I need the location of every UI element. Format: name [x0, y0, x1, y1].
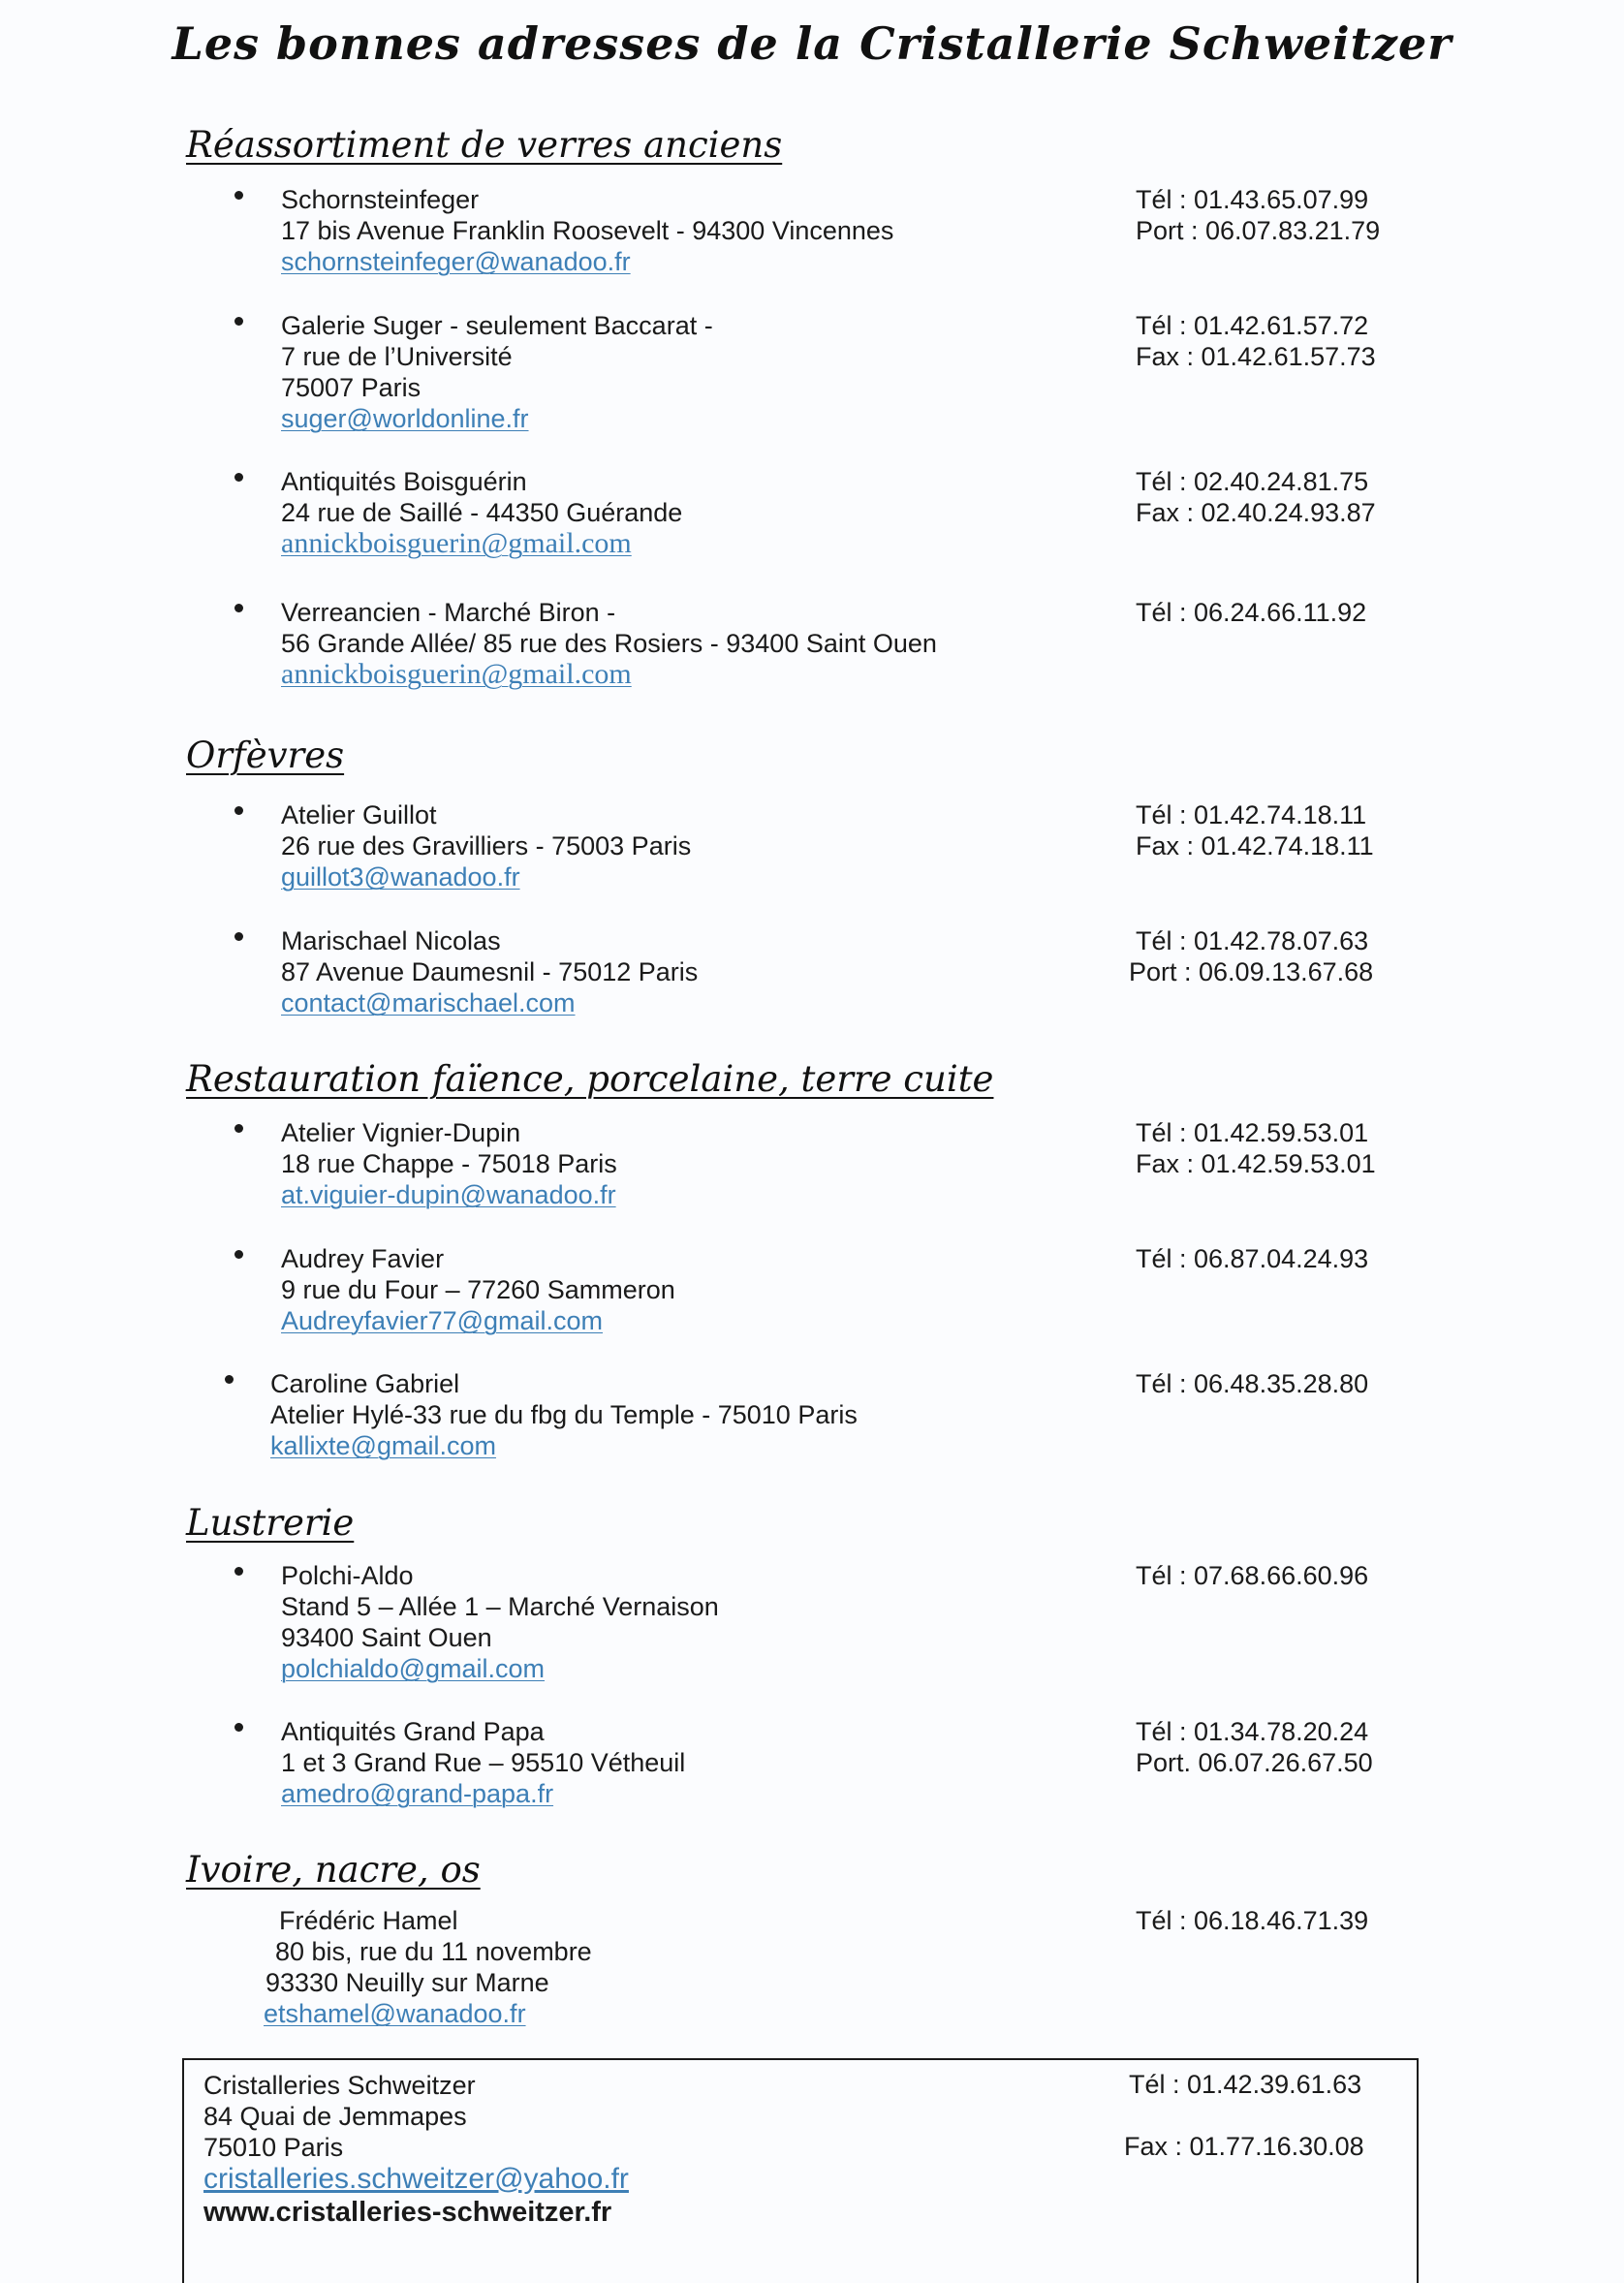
- entry-name: Caroline Gabriel: [270, 1369, 460, 1398]
- entry-address: 80 bis, rue du 11 novembre: [275, 1937, 592, 1966]
- email-link[interactable]: etshamel@wanadoo.fr: [264, 1999, 526, 2028]
- bullet-icon: [234, 1250, 243, 1259]
- footer-email-link[interactable]: cristalleries.schweitzer@yahoo.fr: [203, 2163, 629, 2195]
- email-link[interactable]: at.viguier-dupin@wanadoo.fr: [281, 1180, 616, 1209]
- phone-number: Fax : 02.40.24.93.87: [1136, 498, 1376, 527]
- footer-phone: Tél : 01.42.39.61.63: [1129, 2070, 1362, 2099]
- phone-number: Tél : 01.43.65.07.99: [1136, 185, 1369, 214]
- entry-name: Galerie Suger - seulement Baccarat -: [281, 311, 713, 340]
- bullet-icon: [234, 317, 243, 326]
- bullet-icon: [234, 1567, 243, 1576]
- email-link[interactable]: kallixte@gmail.com: [270, 1431, 496, 1460]
- entry-address: 75007 Paris: [281, 373, 422, 402]
- email-link[interactable]: annickboisguerin@gmail.com: [281, 527, 632, 559]
- entry-name: Atelier Guillot: [281, 800, 437, 829]
- phone-number: Tél : 06.18.46.71.39: [1136, 1906, 1369, 1935]
- entry-name: Antiquités Boisguérin: [281, 467, 527, 496]
- entry-address: 24 rue de Saillé - 44350 Guérande: [281, 498, 683, 527]
- entry-address: 26 rue des Gravilliers - 75003 Paris: [281, 831, 692, 860]
- footer-fax: Fax : 01.77.16.30.08: [1124, 2132, 1364, 2161]
- phone-number: Tél : 01.42.59.53.01: [1136, 1118, 1369, 1147]
- bullet-icon: [234, 806, 243, 815]
- bullet-icon: [225, 1375, 234, 1384]
- bullet-icon: [234, 604, 243, 612]
- phone-number: Tél : 01.42.61.57.72: [1136, 311, 1369, 340]
- entry-name: Verreancien - Marché Biron -: [281, 598, 616, 627]
- entry-address: 18 rue Chappe - 75018 Paris: [281, 1149, 617, 1178]
- entry-name: Atelier Vignier-Dupin: [281, 1118, 521, 1147]
- entry-address: 9 rue du Four – 77260 Sammeron: [281, 1275, 675, 1304]
- bullet-icon: [234, 932, 243, 941]
- phone-number: Port. 06.07.26.67.50: [1136, 1748, 1373, 1777]
- entry-address: 93400 Saint Ouen: [281, 1623, 492, 1652]
- footer-contact-box: [182, 2058, 1419, 2283]
- entry-address: 1 et 3 Grand Rue – 95510 Vétheuil: [281, 1748, 686, 1777]
- phone-number: Tél : 01.42.78.07.63: [1136, 926, 1369, 955]
- phone-number: Fax : 01.42.59.53.01: [1136, 1149, 1376, 1178]
- entry-name: Audrey Favier: [281, 1244, 445, 1273]
- phone-number: Tél : 06.24.66.11.92: [1136, 598, 1367, 627]
- bullet-icon: [234, 473, 243, 482]
- phone-number: Tél : 06.48.35.28.80: [1136, 1369, 1369, 1398]
- section-heading-lustrerie: Lustrerie: [186, 1502, 355, 1544]
- phone-number: Port : 06.09.13.67.68: [1129, 957, 1374, 986]
- bullet-icon: [234, 1124, 243, 1133]
- entry-name: Frédéric Hamel: [279, 1906, 458, 1935]
- section-heading-reassortiment: Réassortiment de verres anciens: [186, 124, 783, 166]
- phone-number: Tél : 06.87.04.24.93: [1136, 1244, 1369, 1273]
- phone-number: Fax : 01.42.74.18.11: [1136, 831, 1374, 860]
- entry-address: 17 bis Avenue Franklin Roosevelt - 94300 Vincennes: [281, 216, 894, 245]
- email-link[interactable]: guillot3@wanadoo.fr: [281, 862, 520, 891]
- entry-name: Antiquités Grand Papa: [281, 1717, 545, 1746]
- section-heading-restauration: Restauration faïence, porcelaine, terre cuite: [186, 1058, 994, 1100]
- footer-company-name: Cristalleries Schweitzer: [203, 2071, 476, 2100]
- email-link[interactable]: annickboisguerin@gmail.com: [281, 658, 632, 690]
- email-link[interactable]: polchialdo@gmail.com: [281, 1654, 546, 1683]
- entry-address: 93330 Neuilly sur Marne: [265, 1968, 549, 1997]
- email-link[interactable]: suger@worldonline.fr: [281, 404, 529, 433]
- entry-address: Atelier Hylé-33 rue du fbg du Temple - 75010 Paris: [270, 1400, 858, 1429]
- phone-number: Tél : 02.40.24.81.75: [1136, 467, 1369, 496]
- bullet-icon: [234, 1723, 243, 1732]
- phone-number: Tél : 07.68.66.60.96: [1136, 1561, 1369, 1590]
- email-link[interactable]: schornsteinfeger@wanadoo.fr: [281, 247, 631, 276]
- page-title: Les bonnes adresses de la Cristallerie Schweitzer: [172, 17, 1452, 70]
- entry-address: Stand 5 – Allée 1 – Marché Vernaison: [281, 1592, 719, 1621]
- phone-number: Port : 06.07.83.21.79: [1136, 216, 1381, 245]
- section-heading-orfevres: Orfèvres: [186, 735, 345, 776]
- phone-number: Tél : 01.34.78.20.24: [1136, 1717, 1369, 1746]
- footer-website-link[interactable]: www.cristalleries-schweitzer.fr: [203, 2197, 612, 2228]
- phone-number: Tél : 01.42.74.18.11: [1136, 800, 1367, 829]
- entry-name: Polchi-Aldo: [281, 1561, 414, 1590]
- bullet-icon: [234, 191, 243, 200]
- entry-address: 87 Avenue Daumesnil - 75012 Paris: [281, 957, 699, 986]
- footer-address: 75010 Paris: [203, 2133, 344, 2162]
- footer-address: 84 Quai de Jemmapes: [203, 2102, 467, 2131]
- section-heading-ivoire: Ivoire, nacre, os: [186, 1849, 481, 1891]
- entry-name: Marischael Nicolas: [281, 926, 501, 955]
- phone-number: Fax : 01.42.61.57.73: [1136, 342, 1376, 371]
- entry-address: 7 rue de l’Université: [281, 342, 513, 371]
- entry-address: 56 Grande Allée/ 85 rue des Rosiers - 93400 Saint Ouen: [281, 629, 937, 658]
- email-link[interactable]: contact@marischael.com: [281, 988, 576, 1017]
- entry-name: Schornsteinfeger: [281, 185, 480, 214]
- email-link[interactable]: Audreyfavier77@gmail.com: [281, 1306, 604, 1335]
- email-link[interactable]: amedro@grand-papa.fr: [281, 1779, 554, 1808]
